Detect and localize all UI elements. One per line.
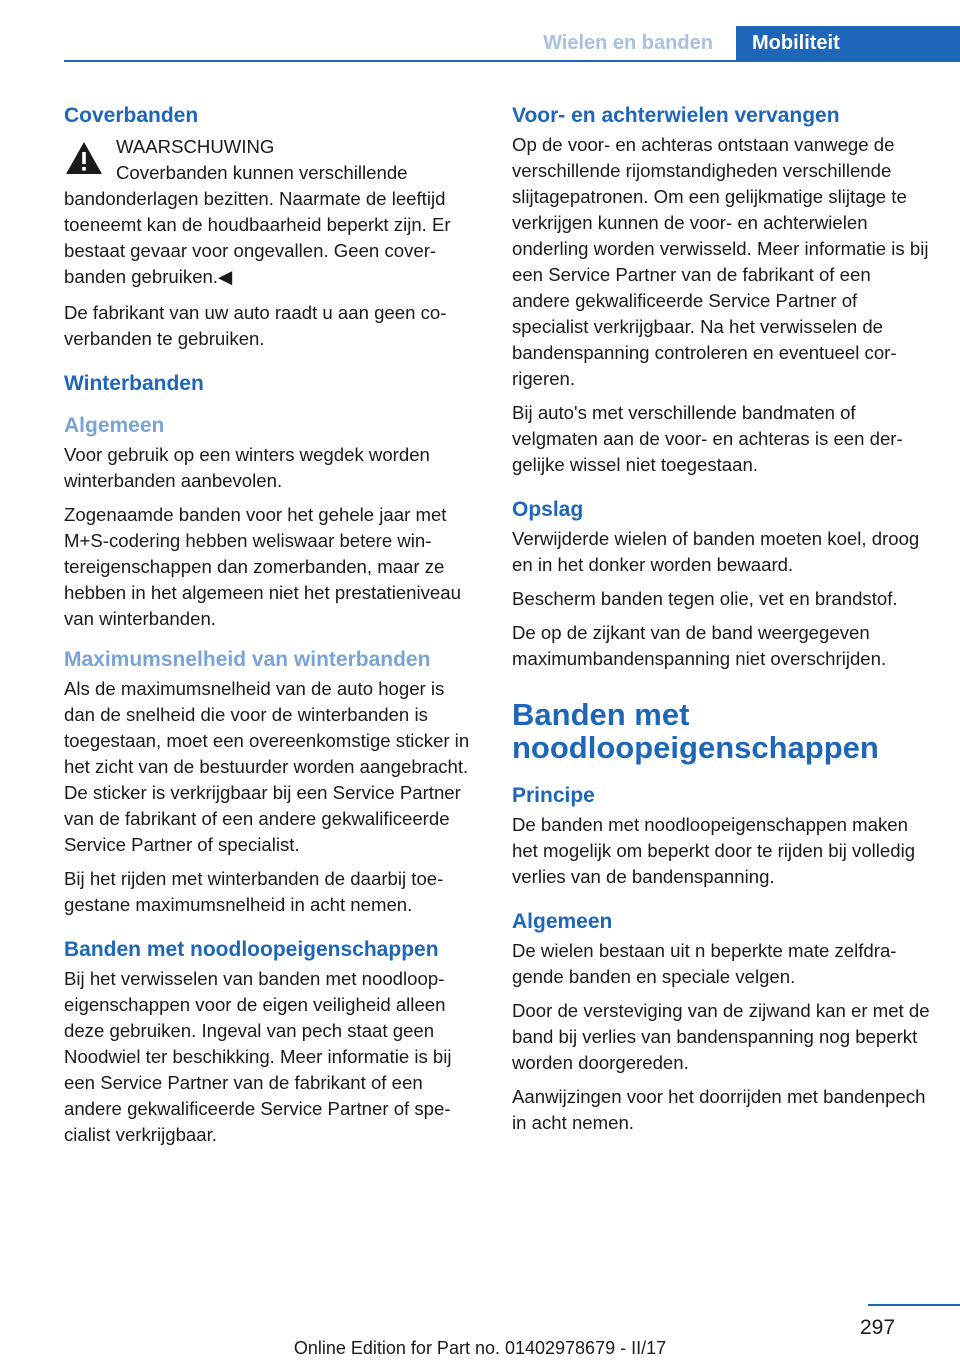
paragraph: Voor gebruik op een winters wegdek worden winterbanden aanbevolen. <box>64 444 430 491</box>
paragraph: Door de versteviging van de zijwand kan er met de band bij verlies van bandenspanning nog beperkt worden doorgereden. <box>512 1000 930 1073</box>
paragraph: Zogenaamde banden voor het gehele jaar met M+S-codering hebben weliswaar betere wintereigenschappen dan zomerbanden, maar ze hebben in het algemeen niet het prestatieniveau van winterbanden. <box>64 504 461 629</box>
paragraph: De op de zijkant van de band weergegeven maximumbandenspanning niet overschrijden. <box>512 622 887 669</box>
paragraph: Aanwijzingen voor het doorrijden met bandenpech in acht nemen. <box>512 1086 926 1133</box>
paragraph: De banden met noodloopeigenschappen maken het mogelijk om beperkt door te rijden bij volledig verlies van de bandenspanning. <box>512 814 916 887</box>
edition-note: Online Edition for Part no. 01402978679 - II/17 <box>293 1338 667 1358</box>
paragraph: Als de maximumsnelheid van de auto hoger is dan de snelheid die voor de winterbanden is toegestaan, moet een overeenkomstige sticker in het zicht van de bestuurder worden aangebracht. De sticker is verkrijgbaar bij een Service Partner van de fabrikant of een andere gekwalificeerde Service Partner of specialist. <box>64 678 470 855</box>
paragraph: Bij het verwisselen van banden met noodloopeigenschappen voor de eigen veiligheid alleen deze gebruiken. Ingeval van pech staat geen Noodwiel ter beschikking. Meer informatie is bij een Service Partner van de fabrikant of een andere gekwalificeerde Service Partner of specialist verkrijgbaar. <box>64 968 452 1145</box>
paragraph: De wielen bestaan uit n beperkte mate zelfdragende banden en speciale velgen. <box>512 940 897 987</box>
page-number: 297 <box>860 1316 896 1339</box>
heading-winterbanden: Winterbanden <box>64 372 204 395</box>
warning-block <box>64 134 478 290</box>
subheading-algemeen: Algemeen <box>64 414 165 437</box>
paragraph: De fabrikant van uw auto raadt u aan geen coverbanden te gebruiken. <box>64 302 447 349</box>
heading-principe: Principe <box>512 784 595 807</box>
warning-triangle-icon <box>64 140 104 176</box>
heading-coverbanden: Coverbanden <box>64 104 199 127</box>
header-divider <box>64 60 960 62</box>
tab-wielen-en-banden[interactable]: Wielen en banden <box>543 32 713 54</box>
heading-banden-noodloop: Banden met noodloopeigenschappen <box>512 697 879 765</box>
footer-divider <box>868 1304 960 1306</box>
heading-noodloop: Banden met noodloopeigenschappen <box>64 938 439 961</box>
heading-wielen-vervangen: Voor- en achterwielen vervangen <box>512 104 840 127</box>
paragraph: Bescherm banden tegen olie, vet en brandstof. <box>512 588 898 609</box>
paragraph: Op de voor- en achteras ontstaan vanwege de verschillende rijomstandigheden verschillende slijtagepatronen. Om een gelijkmatige slijtage te verkrijgen kunnen de voor- en achterwielen onderling worden verwisseld. Meer informatie is bij een Service Partner van de fabrikant of een andere gekwalificeerde Service Partner of specialist verkrijgbaar. Na het verwisselen de bandenspanning controleren en eventueel corrigeren. <box>512 134 929 389</box>
paragraph: Bij auto's met verschillende bandmaten of velgmaten aan de voor- en achteras is een dergelijke wissel niet toegestaan. <box>512 402 903 475</box>
warning-title: WAARSCHUWING <box>116 136 275 157</box>
heading-algemeen: Algemeen <box>512 910 613 933</box>
page-header <box>0 0 960 62</box>
tab-mobiliteit[interactable]: Mobiliteit <box>736 26 960 62</box>
paragraph: Bij het rijden met winterbanden de daarbij toegestane maximumsnelheid in acht nemen. <box>64 868 444 915</box>
left-column <box>64 100 478 1156</box>
paragraph: Verwijderde wielen of banden moeten koel, droog en in het donker worden bewaard. <box>512 528 920 575</box>
subheading-maximumsnelheid: Maximumsnelheid van winterbanden <box>64 648 431 671</box>
heading-opslag: Opslag <box>512 498 584 521</box>
warning-text: Coverbanden kunnen verschillende bandonderlagen bezitten. Naarmate de leeftijd toeneemt kan de houdbaarheid beperkt zijn. Er bestaat gevaar voor ongevallen. Geen coverbanden gebruiken.◀ <box>64 162 451 287</box>
right-column <box>512 100 930 1144</box>
